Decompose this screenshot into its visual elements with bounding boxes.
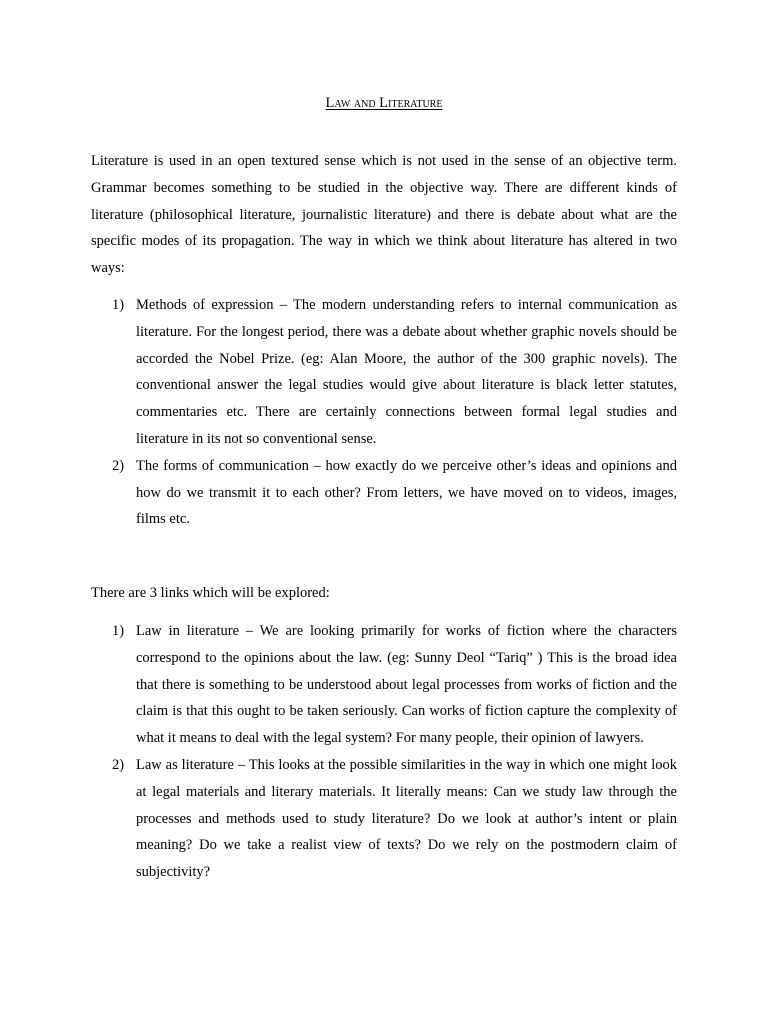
list-item-text: Law in literature – We are looking primarily for works of fiction where the characters correspond to the opinions about the law. (eg: Sunny Deol “Tariq” ) This is the broad idea that there is something to be understood about legal processes from works of fiction and the claim is that this ought to be taken seriously. Can works of fiction capture the complexity of what it means to deal with the legal system? For many people, their opinion of lawyers.	[136, 623, 677, 747]
ways-list-item	[91, 292, 677, 453]
list-marker: 1)	[112, 623, 125, 639]
list-item-text: Methods of expression – The modern understanding refers to internal communication as literature. For the longest period, there was a debate about whether graphic novels should be accorded the Nobel Prize. (eg: Alan Moore, the author of the 300 graphic novels). The conventional answer the legal studies would give about literature is black letter statutes, commentaries etc. There are certainly connections between formal legal studies and literature in its not so conventional sense.	[136, 297, 677, 447]
links-intro-paragraph: There are 3 links which will be explored:	[91, 585, 330, 601]
document-title: Law and Literature	[325, 95, 443, 111]
intro-paragraph: Literature is used in an open textured sense which is not used in the sense of an objective term. Grammar becomes something to be studied in the objective way. There are different kinds of literature (philosophical literature, journalistic literature) and there is debate about what are the specific modes of its propagation. The way in which we think about literature has altered in two ways:	[91, 153, 677, 277]
links-list	[91, 618, 677, 886]
list-item-text: The forms of communication – how exactly do we perceive other’s ideas and opinions and how do we transmit it to each other? From letters, we have moved on to videos, images, films etc.	[136, 457, 677, 528]
list-marker: 2)	[112, 457, 125, 474]
ways-list-item	[91, 453, 677, 533]
list-marker: 1)	[112, 297, 125, 313]
links-list-item	[91, 618, 677, 752]
ways-list	[91, 292, 677, 533]
links-list-item	[91, 752, 677, 886]
list-item-text: Law as literature – This looks at the possible similarities in the way in which one might look at legal materials and literary materials. It literally means: Can we study law through the processes and methods used to study literature? Do we look at author’s intent or plain meaning? Do we take a realist view of texts? Do we rely on the postmodern claim of subjectivity?	[136, 756, 677, 881]
list-marker: 2)	[112, 756, 125, 773]
